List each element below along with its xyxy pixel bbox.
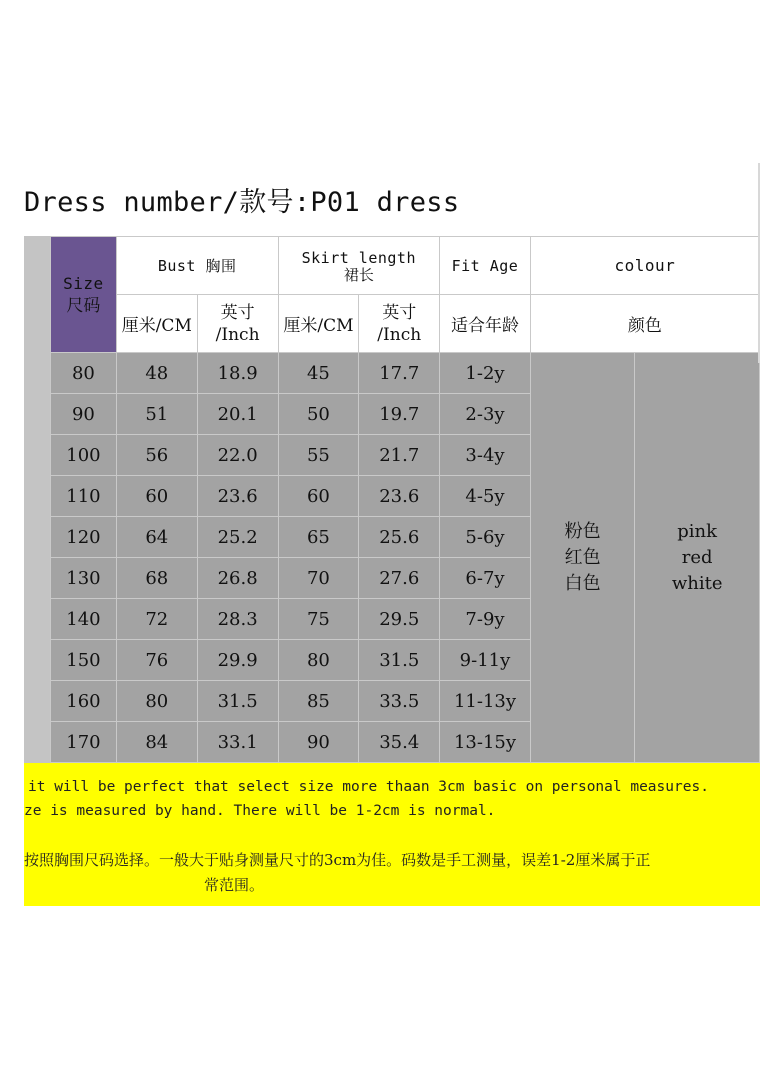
bust-inch-header [197,295,278,353]
color-en-white: white [671,572,723,594]
table-row [51,353,760,394]
age-cell: 9-11y [440,640,531,681]
skirt-inch-cell: 23.6 [359,476,440,517]
skirt-inch-cn: 英寸 [382,302,417,323]
skirt-length-header [278,237,440,295]
skirt-length-cn: 裙长 [343,265,374,284]
bust-cm-cell: 51 [116,394,197,435]
bust-inch-cell: 20.1 [197,394,278,435]
age-cell: 11-13y [440,681,531,722]
skirt-length-en: Skirt length [301,248,416,267]
skirt-cm-header: 厘米/CM [278,295,359,353]
size-header-cn: 尺码 [66,295,101,316]
bust-inch-cell: 29.9 [197,640,278,681]
bust-cm-cell: 48 [116,353,197,394]
skirt-cm-cell: 50 [278,394,359,435]
age-cell: 6-7y [440,558,531,599]
age-cell: 4-5y [440,476,531,517]
skirt-inch-cell: 17.7 [359,353,440,394]
skirt-inch-cell: 31.5 [359,640,440,681]
age-cell: 7-9y [440,599,531,640]
bust-inch-cell: 18.9 [197,353,278,394]
skirt-inch-en: /Inch [377,324,422,345]
bust-cm-cell: 68 [116,558,197,599]
header-row-2 [51,295,760,353]
bust-inch-cell: 28.3 [197,599,278,640]
header-row-1 [51,237,760,295]
skirt-cm-cell: 65 [278,517,359,558]
size-cell: 90 [51,394,117,435]
bust-inch-cell: 25.2 [197,517,278,558]
notes-banner [24,763,760,906]
skirt-cm-cell: 60 [278,476,359,517]
bust-inch-cell: 26.8 [197,558,278,599]
age-cell: 13-15y [440,722,531,763]
colors-en-cell [635,353,760,763]
skirt-inch-cell: 27.6 [359,558,440,599]
skirt-cm-cell: 80 [278,640,359,681]
bust-header: Bust 胸围 [116,237,278,295]
colour-header: colour [530,237,759,295]
skirt-inch-cell: 25.6 [359,517,440,558]
size-header [51,237,117,353]
bust-cm-cell: 56 [116,435,197,476]
size-chart-sheet [24,163,760,906]
skirt-cm-cell: 85 [278,681,359,722]
skirt-inch-cell: 29.5 [359,599,440,640]
bust-cm-cell: 84 [116,722,197,763]
size-cell: 80 [51,353,117,394]
size-cell: 140 [51,599,117,640]
note-line-4: 常范围。 [204,876,265,894]
skirt-inch-cell: 21.7 [359,435,440,476]
skirt-inch-cell: 33.5 [359,681,440,722]
bust-cm-cell: 80 [116,681,197,722]
bust-inch-cell: 33.1 [197,722,278,763]
bust-inch-cell: 23.6 [197,476,278,517]
skirt-inch-cell: 35.4 [359,722,440,763]
size-chart-table [50,236,760,763]
bust-inch-cell: 22.0 [197,435,278,476]
fit-age-header: Fit Age [440,237,531,295]
skirt-cm-cell: 90 [278,722,359,763]
skirt-inch-cell: 19.7 [359,394,440,435]
size-header-en: Size [63,273,104,293]
color-cn-header: 颜色 [530,295,759,353]
bust-cm-header: 厘米/CM [116,295,197,353]
dress-number-title: Dress number/款号:P01 dress [24,187,460,218]
left-gray-strip [24,236,51,763]
bust-cm-cell: 72 [116,599,197,640]
note-line-2: ze is measured by hand. There will be 1-2cm is normal. [24,803,496,819]
color-cn-red: 红色 [564,546,601,568]
color-cn-pink: 粉色 [564,520,601,542]
size-cell: 170 [51,722,117,763]
skirt-inch-header [359,295,440,353]
size-cell: 120 [51,517,117,558]
size-cell: 110 [51,476,117,517]
age-cell: 1-2y [440,353,531,394]
size-cell: 130 [51,558,117,599]
size-cell: 150 [51,640,117,681]
skirt-cm-cell: 70 [278,558,359,599]
skirt-cm-cell: 75 [278,599,359,640]
size-cell: 160 [51,681,117,722]
age-cell: 2-3y [440,394,531,435]
age-cell: 5-6y [440,517,531,558]
skirt-cm-cell: 45 [278,353,359,394]
right-edge-line [758,163,760,363]
bust-inch-cell: 31.5 [197,681,278,722]
note-line-3: 按照胸围尺码选择。一般大于贴身测量尺寸的3cm为佳。码数是手工测量，误差1-2厘米属于正 [24,851,651,869]
color-en-pink: pink [677,520,718,542]
bust-cm-cell: 60 [116,476,197,517]
colors-cn-cell [530,353,635,763]
bust-cm-cell: 76 [116,640,197,681]
age-cell: 3-4y [440,435,531,476]
bust-inch-en: /Inch [215,324,260,345]
bust-inch-cn: 英寸 [220,302,255,323]
note-line-1: it will be perfect that select size more thaan 3cm basic on personal measures. [28,779,709,795]
color-cn-white: 白色 [564,572,601,594]
color-en-red: red [681,546,713,568]
age-cn-header: 适合年龄 [440,295,531,353]
skirt-cm-cell: 55 [278,435,359,476]
size-cell: 100 [51,435,117,476]
bust-cm-cell: 64 [116,517,197,558]
